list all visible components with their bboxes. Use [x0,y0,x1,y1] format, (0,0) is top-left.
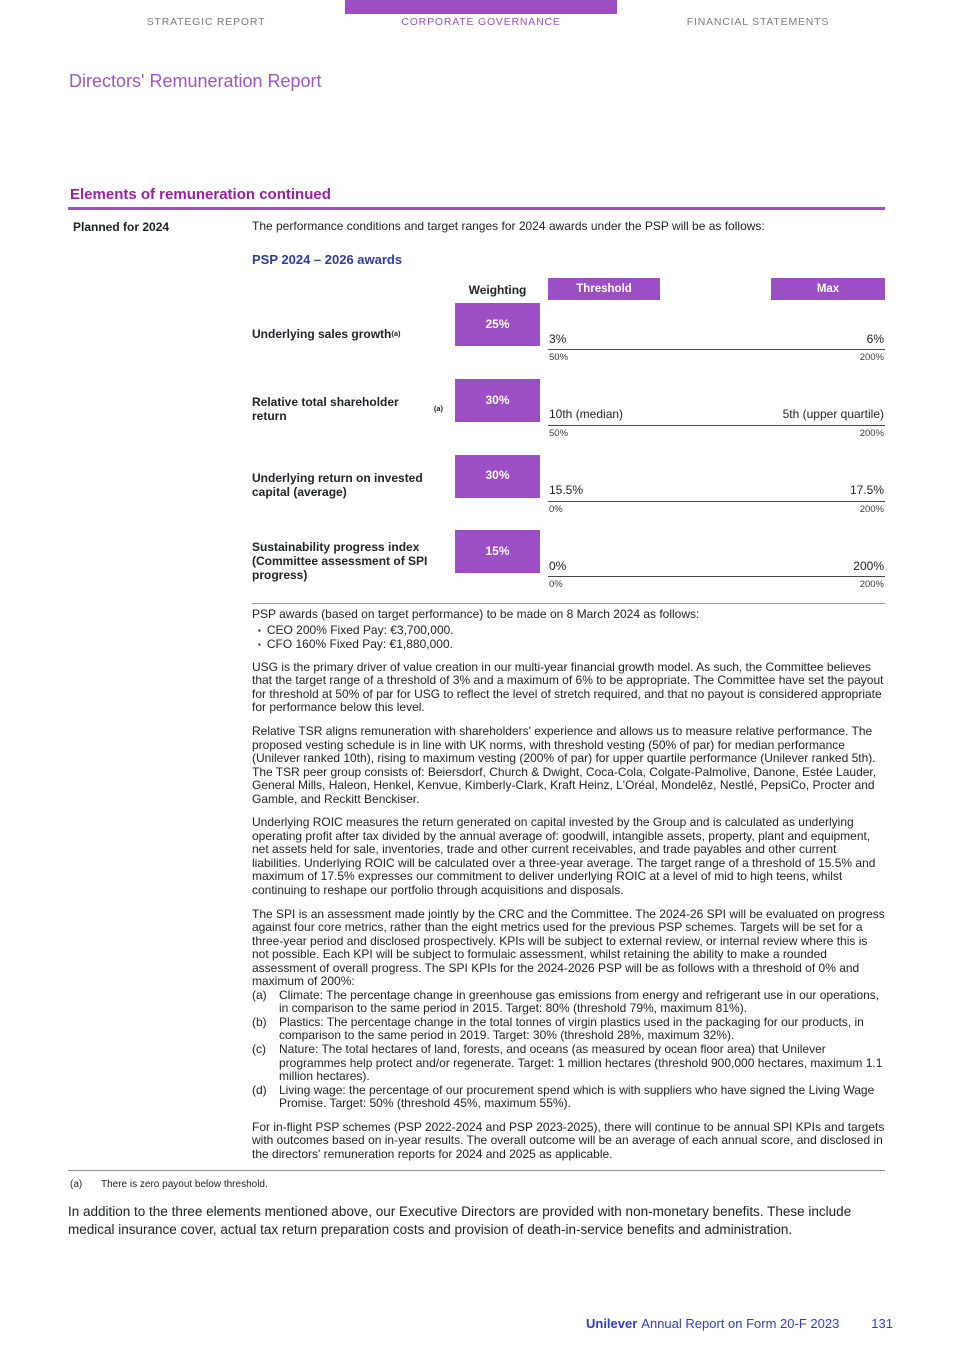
max-payout: 200% [859,427,884,439]
max-payout: 200% [859,503,884,515]
paragraph-tsr: Relative TSR aligns remuneration with shareholders' experience and allows us to measure relative performance. The proposed vesting schedule is in line with UK norms, with threshold vesting (50% of par) for median performance (Unilever ranked 10th), rising to maximum vesting (200% of par) for upper quartile performance (Unilever ranked 5th). The TSR peer group consists of: Beiersdorf, Church & Dwight, Coca-Cola, Colgate-Palmolive, Danone, Estée Lauder, General Mills, Haleon, Henkel, Kenvue, Kimberly-Clark, Kraft Heinz, L'Oréal, Mondelēz, Nestlé, PepsiCo, Procter and Gamble, and Reckitt Benckiser. [252,724,877,806]
list-item: ▪ CFO 160% Fixed Pay: €1,880,000. [252,638,885,652]
paragraph-roic: Underlying ROIC measures the return generated on capital invested by the Group and is calculated as underlying operating profit after tax divided by the annual average of: goodwill, intangible assets, property, plant and equipment, net assets held for sale, inventories, trade and other current receivables, and trade payables and other current liabilities. Underlying ROIC will be calculated over a three-year average. The target range of a threshold of 15.5% and maximum of 17.5% expresses our commitment to deliver underlying ROIC at a level of mid to high teens, whilst continuing to reshape our portfolio through acquisitions and disposals. [252,815,876,898]
list-marker: (b) [252,1014,267,1029]
max-value: 200% [853,558,884,573]
weighting-value: 15% [455,530,540,573]
table-row-underlying-sales-growth: Underlying sales growth (a) 25% 3% 6% 50% 200% [252,303,885,364]
paragraph-usg: USG is the primary driver of value creation in our multi-year financial growth model. As such, the Committee believes that the target range of a threshold of 3% and a maximum of 6% to be appropriate. The Committee have set the payout for threshold at 50% of par for USG to reflect the level of stretch required, and that no payout is considered appropriate for performance below this level. [252,659,884,715]
nav-tab-financial-statements[interactable]: FINANCIAL STATEMENTS [686,16,830,28]
weighting-value: 30% [455,379,540,422]
footnote [68,1179,885,1190]
page-number: 131 [871,1316,893,1331]
awards-bullet-list [252,624,885,652]
content-area [68,186,885,1252]
threshold-value: 0% [549,558,567,573]
active-tab-indicator-bar [345,0,617,14]
threshold-payout: 50% [549,427,569,439]
intro-text: The performance conditions and target ranges for 2024 awards under the PSP will be as follows: [252,219,765,233]
row-label: Relative total shareholder return [252,395,399,424]
max-payout: 200% [859,352,884,364]
footer-brand: Unilever [585,1316,638,1331]
list-marker: (d) [252,1082,267,1097]
side-column [68,220,252,1161]
list-marker: (c) [252,1042,266,1057]
threshold-payout: 0% [549,503,563,515]
list-item-nature: (c) Nature: The total hectares of land, forests, and oceans (as measured by ocean floor area) that Unilever programmes help protect and/or regenerate. Target: 1 million hectares (threshold 900,000 hectares, maximum 1.1 million hectares). [252,1042,883,1084]
section-heading: Elements of remuneration continued [70,186,331,203]
nav-tab-corporate-governance[interactable]: CORPORATE GOVERNANCE [401,16,561,28]
max-payout: 200% [859,579,884,591]
threshold-value: 3% [549,331,567,346]
psp-awards-title: PSP 2024 – 2026 awards [252,251,403,267]
list-item-plastics: (b) Plastics: The percentage change in the total tonnes of virgin plastics used in the packaging for our products, in comparison to the same period in 2019. Target: 30% (threshold 28%, maximum 32%). [252,1014,864,1043]
list-item-living-wage: (d) Living wage: the percentage of our procurement spend which is with suppliers who have signed the Living Wage Promise. Target: 50% (threshold 45%, maximum 55%). [252,1082,875,1111]
weighting-value: 30% [455,455,540,498]
footnote-text: There is zero payout below threshold. [101,1179,268,1191]
list-marker: (a) [252,987,267,1002]
spi-kpi-list [252,989,885,1111]
threshold-payout: 0% [549,579,563,591]
column-header-max: Max [771,278,885,300]
column-header-weighting: Weighting [468,282,527,297]
footnote-marker: (a) [70,1179,83,1191]
table-header [252,278,885,300]
max-value: 6% [866,331,884,346]
threshold-value: 15.5% [549,483,584,498]
paragraph-spi: The SPI is an assessment made jointly by the CRC and the Committee. The 2024-26 SPI will be evaluated on progress against four core metrics, rather than the eight metrics used for the previous PSP schemes. Targets will be set for a three-year period and disclosed prospectively. KPIs will be subject to external review, or internal review where this is not possible. Each KPI will be subject to formulaic assessment, whilst retaining the ability to make a rounded assessment of overall progress. The SPI KPIs for the 2024-2026 PSP will be as follows with a threshold of 0% and maximum of 200%: [252,906,885,989]
nav-tab-strategic-report[interactable]: STRATEGIC REPORT [146,16,266,28]
psp-awards-table [252,278,885,604]
list-item-climate: (a) Climate: The percentage change in greenhouse gas emissions from energy and refrigerant use in our operations, in comparison to the same period in 2015. Target: 80% (threshold 79%, maximum 81%). [252,987,880,1016]
weighting-value: 25% [455,303,540,346]
table-bottom-divider [252,603,885,604]
table-row-underlying-roic [252,455,885,516]
table-row-relative-tsr: Relative total shareholder return (a) 30% 10th (median) 5th (upper quartile) 50% 200% [252,379,885,440]
threshold-payout: 50% [549,352,569,364]
awards-intro: PSP awards (based on target performance) to be made on 8 March 2024 as follows: [252,607,700,622]
side-label: Planned for 2024 [73,220,170,234]
column-header-threshold: Threshold [548,278,660,300]
main-column [252,220,885,1161]
page-title: Directors' Remuneration Report [69,71,322,91]
section-divider [68,207,885,210]
row-label: Sustainability progress index (Committee assessment of SPI progress) [252,539,428,582]
outro-paragraph: In addition to the three elements mentioned above, our Executive Directors are provided with non-monetary benefits. These include medical insurance cover, actual tax return preparation costs and provision of death-in-service benefits and administration. [68,1204,852,1237]
row-label: Underlying sales growth [252,326,392,341]
max-value: 5th (upper quartile) [782,407,884,422]
table-row-sustainability-progress-index [252,530,885,591]
footnote-divider [68,1170,885,1171]
footer-report-title: Annual Report on Form 20-F 2023 [641,1316,840,1331]
list-item: ▪ CEO 200% Fixed Pay: €3,700,000. [252,624,885,638]
paragraph-in-flight-psp: For in-flight PSP schemes (PSP 2022-2024 and PSP 2023-2025), there will continue to be annual SPI KPIs and targets with outcomes based on in-year results. The overall outcome will be an average of each annual score, and disclosed in the directors' remuneration reports for 2024 and 2025 as applicable. [252,1119,885,1161]
row-label: Underlying return on invested capital (average) [252,471,423,500]
max-value: 17.5% [849,483,884,498]
page-footer [68,1316,893,1331]
threshold-value: 10th (median) [549,407,624,422]
